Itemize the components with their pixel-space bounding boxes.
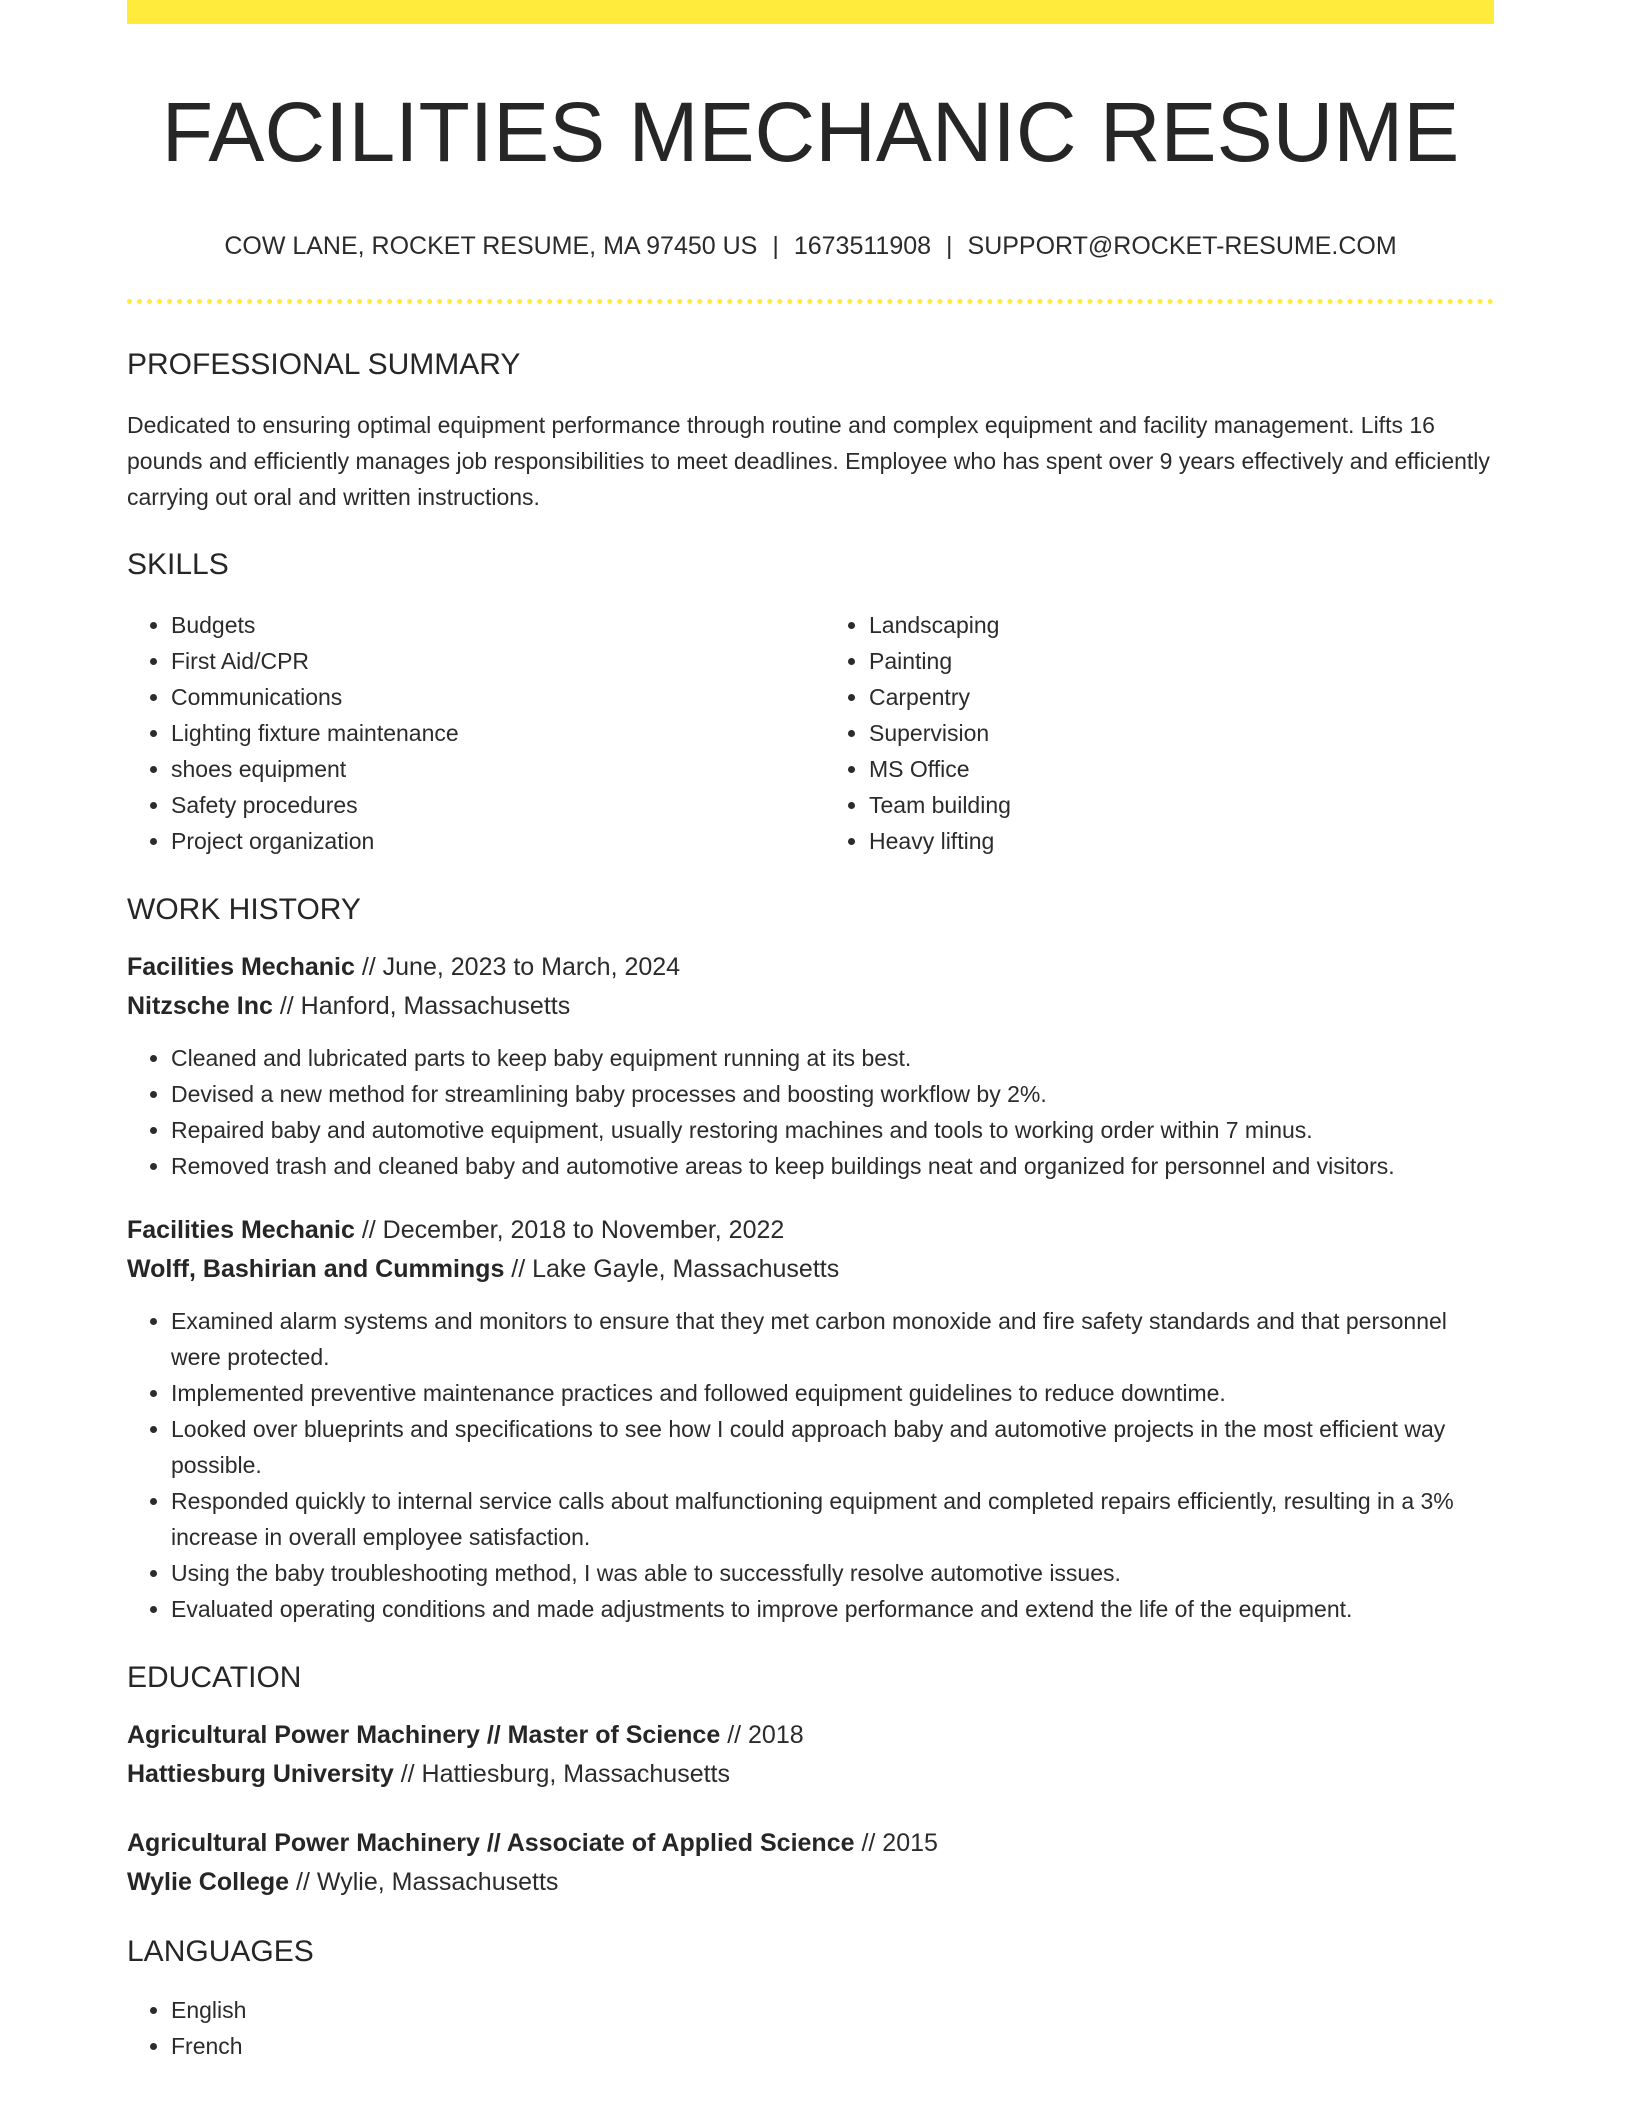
school-name: Wylie College bbox=[127, 1867, 290, 1896]
degree-name: Agricultural Power Machinery // Associate of Applied Science bbox=[127, 1828, 855, 1857]
job-duty: • Using the baby troubleshooting method, I was able to successfully resolve automotive issues. bbox=[171, 1555, 1494, 1591]
job-dates: // December, 2018 to November, 2022 bbox=[354, 1215, 785, 1244]
job-duty: • Devised a new method for streamlining baby processes and boosting workflow by 2%. bbox=[171, 1076, 1494, 1112]
skill-item: • Communications bbox=[171, 679, 796, 715]
school-location: // Hattiesburg, Massachusetts bbox=[393, 1759, 731, 1788]
skills-column-right bbox=[825, 607, 1494, 859]
degree-name: Agricultural Power Machinery // Master of Science bbox=[127, 1720, 721, 1749]
address-text: COW LANE, ROCKET RESUME, MA 97450 US bbox=[224, 231, 758, 260]
skill-item: • First Aid/CPR bbox=[171, 643, 796, 679]
skill-item: • Lighting fixture maintenance bbox=[171, 715, 796, 751]
skills-list bbox=[127, 607, 1494, 859]
job-duty: • Responded quickly to internal service calls about malfunctioning equipment and completed repairs efficiently, resulting in a 3% increase in overall employee satisfaction. bbox=[171, 1483, 1494, 1555]
skill-item: • Painting bbox=[869, 643, 1494, 679]
language-item: • French bbox=[171, 2028, 1494, 2064]
skill-item: • MS Office bbox=[869, 751, 1494, 787]
job-dates: // June, 2023 to March, 2024 bbox=[354, 952, 681, 981]
work-history-heading: WORK HISTORY bbox=[127, 892, 361, 926]
education-entry bbox=[127, 1716, 1494, 1794]
degree-year: // 2018 bbox=[720, 1720, 804, 1749]
resume-page bbox=[127, 0, 1494, 2064]
company-location: // Lake Gayle, Massachusetts bbox=[504, 1254, 840, 1283]
skill-item: • Project organization bbox=[171, 823, 796, 859]
job-duty: • Looked over blueprints and specifications to see how I could approach baby and automotive projects in the most efficient way possible. bbox=[171, 1411, 1494, 1483]
skill-item: • Heavy lifting bbox=[869, 823, 1494, 859]
job-duty: • Implemented preventive maintenance practices and followed equipment guidelines to reduce downtime. bbox=[171, 1375, 1494, 1411]
resume-title: FACILITIES MECHANIC RESUME bbox=[161, 85, 1460, 179]
contact-separator: | bbox=[772, 231, 779, 260]
top-accent-bar bbox=[127, 0, 1494, 24]
school-location: // Wylie, Massachusetts bbox=[289, 1867, 559, 1896]
school-name: Hattiesburg University bbox=[127, 1759, 394, 1788]
contact-line bbox=[127, 231, 1494, 261]
company-location: // Hanford, Massachusetts bbox=[272, 991, 571, 1020]
education-heading: EDUCATION bbox=[127, 1660, 302, 1694]
job-header bbox=[127, 1211, 1494, 1289]
job-header bbox=[127, 948, 1494, 1026]
job-title: Facilities Mechanic bbox=[127, 952, 355, 981]
skills-column-left bbox=[127, 607, 796, 859]
skill-item: • Carpentry bbox=[869, 679, 1494, 715]
summary-heading: PROFESSIONAL SUMMARY bbox=[127, 347, 521, 381]
skills-heading: SKILLS bbox=[127, 547, 229, 581]
contact-separator: | bbox=[946, 231, 953, 260]
languages-list bbox=[127, 1992, 1494, 2064]
email-text: SUPPORT@ROCKET-RESUME.COM bbox=[967, 231, 1397, 260]
job-duty: • Removed trash and cleaned baby and automotive areas to keep buildings neat and organized for personnel and visitors. bbox=[171, 1148, 1494, 1184]
skill-item: • Landscaping bbox=[869, 607, 1494, 643]
skill-item: • Team building bbox=[869, 787, 1494, 823]
education-entry bbox=[127, 1824, 1494, 1902]
job-duties-list bbox=[127, 1303, 1494, 1627]
job-title: Facilities Mechanic bbox=[127, 1215, 355, 1244]
summary-text: Dedicated to ensuring optimal equipment performance through routine and complex equipment and facility management. Lifts 16 pounds and efficiently manages job responsibilities to meet deadlines. Employee who has spent over 9 years effectively and efficiently carrying out oral and written instructions. bbox=[127, 411, 1490, 510]
job-duties-list bbox=[127, 1040, 1494, 1184]
job-duty: • Repaired baby and automotive equipment, usually restoring machines and tools to working order within 7 minus. bbox=[171, 1112, 1494, 1148]
skill-item: • Budgets bbox=[171, 607, 796, 643]
company-name: Wolff, Bashirian and Cummings bbox=[127, 1254, 505, 1283]
degree-year: // 2015 bbox=[854, 1828, 938, 1857]
job-duty: • Examined alarm systems and monitors to ensure that they met carbon monoxide and fire safety standards and that personnel were protected. bbox=[171, 1303, 1494, 1375]
dotted-divider bbox=[127, 299, 1494, 304]
job-duty: • Cleaned and lubricated parts to keep baby equipment running at its best. bbox=[171, 1040, 1494, 1076]
skill-item: • shoes equipment bbox=[171, 751, 796, 787]
skill-item: • Safety procedures bbox=[171, 787, 796, 823]
company-name: Nitzsche Inc bbox=[127, 991, 273, 1020]
skill-item: • Supervision bbox=[869, 715, 1494, 751]
language-item: • English bbox=[171, 1992, 1494, 2028]
job-duty: • Evaluated operating conditions and made adjustments to improve performance and extend the life of the equipment. bbox=[171, 1591, 1494, 1627]
languages-heading: LANGUAGES bbox=[127, 1934, 314, 1968]
phone-text: 1673511908 bbox=[793, 231, 932, 260]
